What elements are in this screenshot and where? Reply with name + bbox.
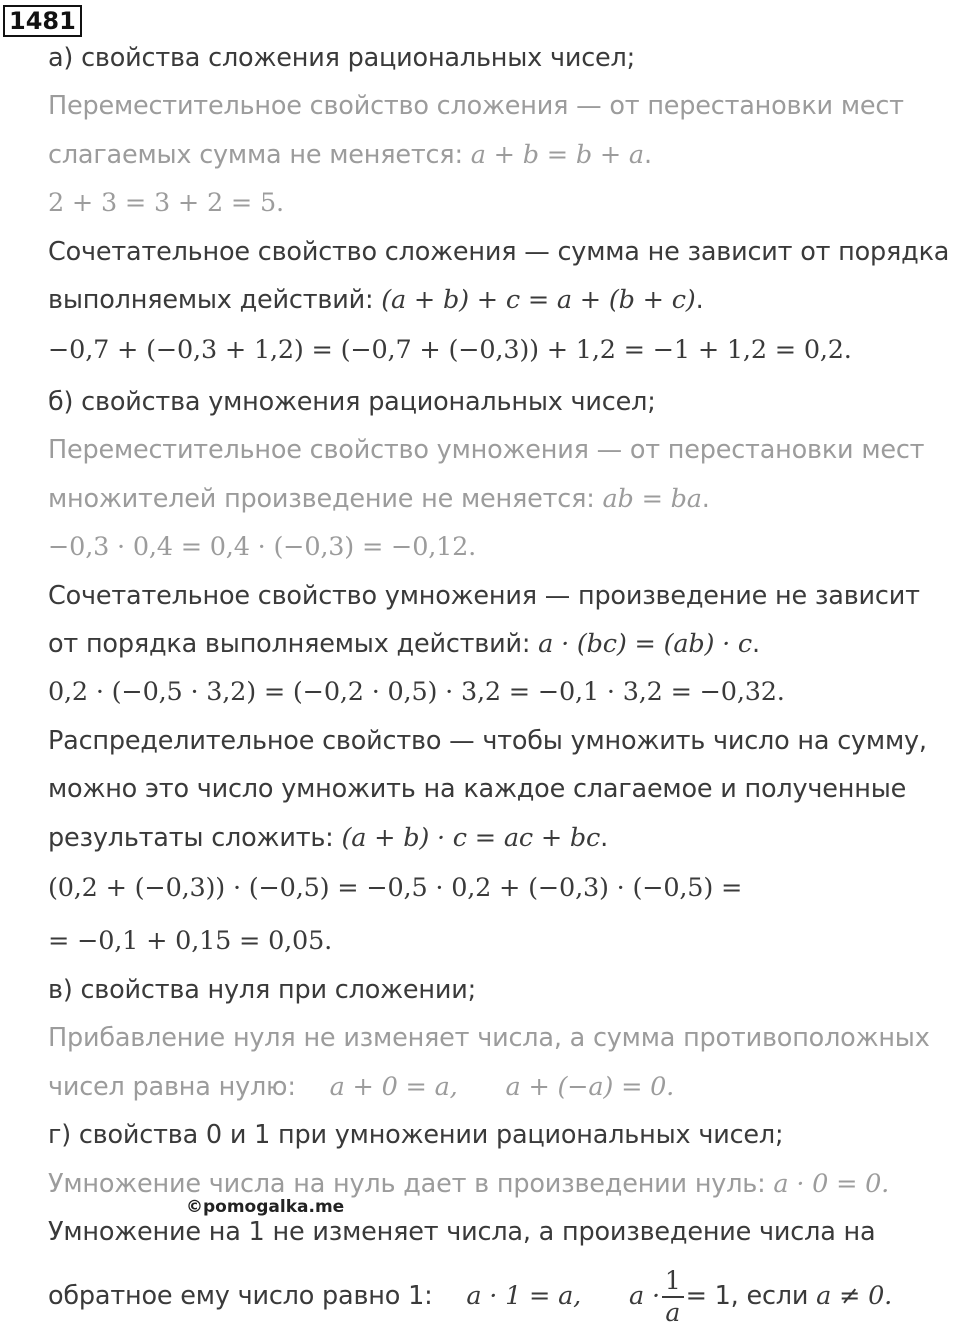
formula-line: −0,3 · 0,4 = 0,4 · (−0,3) = −0,12. xyxy=(48,532,477,562)
text-line: Прибавление нуля не изменяет числа, а сумма противоположных xyxy=(48,1023,930,1053)
text-fragment: выполняемых действий: xyxy=(48,285,382,315)
text-fragment: . xyxy=(600,823,609,853)
fraction xyxy=(662,1266,684,1328)
formula: ab = ba xyxy=(602,484,702,514)
formula-line: 0,2 · (−0,5 · 3,2) = (−0,2 · 0,5) · 3,2 = −0,1 · 3,2 = −0,32. xyxy=(48,677,785,707)
text-line xyxy=(48,628,760,660)
text-fragment: . xyxy=(701,484,710,514)
formula: a · xyxy=(629,1281,660,1311)
formula: a ≠ 0. xyxy=(816,1281,893,1311)
text-line: Распределительное свойство — чтобы умножить число на сумму, xyxy=(48,726,927,756)
formula: a + (−a) = 0. xyxy=(505,1072,675,1102)
text-line: Умножение на 1 не изменяет числа, а произведение числа на xyxy=(48,1217,876,1247)
section-v-header: в) свойства нуля при сложении; xyxy=(48,975,476,1005)
section-a-header: а) свойства сложения рациональных чисел; xyxy=(48,43,636,73)
text-line xyxy=(48,1263,892,1329)
formula: a + 0 = a, xyxy=(329,1072,458,1102)
formula: (a + b) + c = a + (b + c) xyxy=(381,285,696,315)
exercise-number: 1481 xyxy=(3,5,82,37)
text-fragment: множителей произведение не меняется: xyxy=(48,484,603,514)
fraction-numerator: 1 xyxy=(662,1266,684,1298)
watermark: ©pomogalka.me xyxy=(186,1197,345,1217)
formula-line: 2 + 3 = 3 + 2 = 5. xyxy=(48,188,284,218)
text-fragment: Умножение числа на нуль дает в произведении нуль: xyxy=(48,1169,774,1199)
formula: a · 1 = a, xyxy=(466,1281,582,1311)
text-fragment: обратное ему число равно 1: xyxy=(48,1281,441,1311)
formula: a · (bc) = (ab) · c xyxy=(538,629,752,659)
text-line xyxy=(48,284,703,316)
text-line: можно это число умножить на каждое слагаемое и полученные xyxy=(48,774,907,804)
text-line xyxy=(48,483,710,515)
text-fragment: чисел равна нулю: xyxy=(48,1072,304,1102)
formula: a + b = b + a xyxy=(470,140,644,170)
text-line: Сочетательное свойство сложения — сумма не зависит от порядка xyxy=(48,237,950,267)
text-line xyxy=(48,1168,889,1200)
text-fragment: . xyxy=(752,629,760,659)
formula: a · 0 = 0. xyxy=(773,1169,890,1199)
text-line: Переместительное свойство умножения — от перестановки мест xyxy=(48,435,925,465)
text-line xyxy=(48,139,652,171)
text-fragment: . xyxy=(695,285,704,315)
fraction-denominator: a xyxy=(665,1298,681,1327)
text-line xyxy=(48,822,608,854)
text-line: Сочетательное свойство умножения — произведение не зависит xyxy=(48,581,920,611)
formula-line: = −0,1 + 0,15 = 0,05. xyxy=(48,926,333,956)
text-fragment: = 1, если xyxy=(685,1281,817,1311)
formula: (a + b) · c = ac + bc xyxy=(341,823,601,853)
text-fragment: результаты сложить: xyxy=(48,823,342,853)
text-fragment: от порядка выполняемых действий: xyxy=(48,629,539,659)
section-g-header: г) свойства 0 и 1 при умножении рациональных чисел; xyxy=(48,1120,784,1150)
text-fragment: слагаемых сумма не меняется: xyxy=(48,140,471,170)
text-line: Переместительное свойство сложения — от перестановки мест xyxy=(48,91,904,121)
text-line xyxy=(48,1071,674,1103)
section-b-header: б) свойства умножения рациональных чисел; xyxy=(48,387,656,417)
formula-line: (0,2 + (−0,3)) · (−0,5) = −0,5 · 0,2 + (−0,3) · (−0,5) = xyxy=(48,873,743,903)
text-fragment: . xyxy=(643,140,652,170)
formula-line: −0,7 + (−0,3 + 1,2) = (−0,7 + (−0,3)) + 1,2 = −1 + 1,2 = 0,2. xyxy=(48,335,852,365)
